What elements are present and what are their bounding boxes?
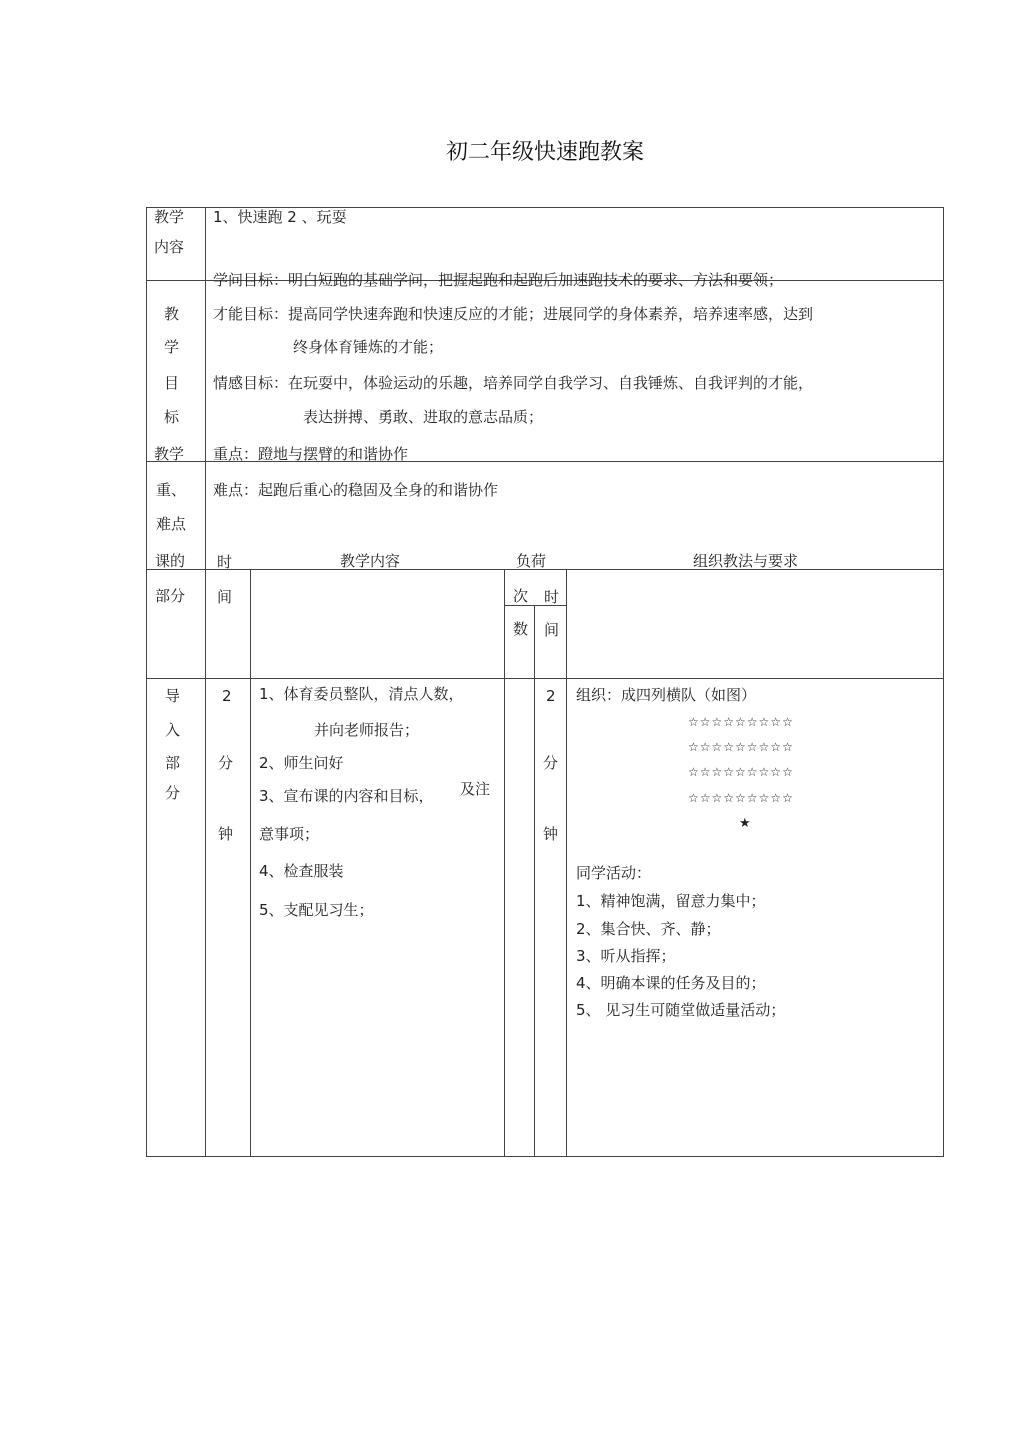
activity-item: 2、集合快、齐、静；	[576, 920, 721, 938]
intro-time-char: 分	[218, 754, 234, 772]
intro-content-1: 1、体育委员整队，清点人数，	[259, 685, 464, 703]
intro-part-char: 部	[165, 754, 181, 772]
goal-knowledge: 学问目标：明白短跑的基础学问，把握起跑和起跑后加速跑技术的要求、方法和要领；	[213, 271, 784, 289]
goal-ability-line2: 终身体育锤炼的才能；	[293, 338, 444, 356]
goal-emotion-line1: 情感目标：在玩耍中，体验运动的乐趣，培养同学自我学习、自我锤炼、自我评判的才能，	[213, 374, 814, 392]
intro-time-char: 2	[222, 687, 232, 705]
intro-load-time-char: 2	[546, 687, 556, 705]
intro-content-5: 5、支配见习生；	[259, 901, 374, 919]
intro-load-time-char: 钟	[543, 825, 559, 843]
key-label-line3: 难点	[156, 515, 187, 533]
header-part-line2: 部分	[155, 587, 186, 605]
activity-item: 4、明确本课的任务及目的；	[576, 974, 766, 992]
header-time-line2: 间	[217, 588, 233, 606]
intro-content-1b: 并向老师报告；	[314, 721, 420, 739]
header-part-line1: 课的	[155, 552, 186, 570]
intro-part-char: 入	[165, 721, 181, 739]
goals-label-char: 标	[164, 408, 180, 426]
intro-load-time-char: 分	[543, 754, 559, 772]
header-count-line2: 数	[513, 620, 529, 638]
goals-label-char: 教	[164, 305, 180, 323]
intro-content-2: 2、师生问好	[259, 754, 344, 772]
intro-part-char: 导	[165, 687, 181, 705]
content-label-line1: 教学	[154, 208, 185, 226]
activity-item: 3、听从指挥；	[576, 947, 676, 965]
intro-part-char: 分	[165, 784, 181, 802]
header-load-time-line2: 间	[544, 621, 560, 639]
header-load: 负荷	[516, 552, 547, 570]
header-time-line1: 时	[217, 553, 233, 571]
difficulty-point: 难点：起跑后重心的稳固及全身的和谐协作	[213, 481, 499, 499]
intro-content-4: 4、检查服装	[259, 862, 344, 880]
content-label-line2: 内容	[154, 238, 185, 256]
activity-item: 1、精神饱满，留意力集中；	[576, 892, 766, 910]
content-text: 1、快速跑 2 、玩耍	[213, 208, 347, 226]
formation-row: ☆☆☆☆☆☆☆☆☆	[688, 791, 794, 805]
activity-item: 5、 见习生可随堂做适量活动；	[576, 1001, 786, 1019]
intro-content-3b: 及注	[460, 780, 491, 798]
intro-organization: 组织：成四列横队（如图）	[576, 686, 757, 704]
goal-emotion-line2: 表达拼搏、勇敢、进取的意志品质；	[303, 408, 544, 426]
goals-label-char: 目	[164, 374, 180, 392]
intro-content-3c: 意事项；	[259, 825, 320, 843]
header-method: 组织教法与要求	[693, 552, 799, 570]
goal-ability-line1: 才能目标：提高同学快速奔跑和快速反应的才能；进展同学的身体素养，培养速率感，达到	[213, 305, 814, 323]
activity-title: 同学活动：	[576, 864, 652, 882]
formation-row: ☆☆☆☆☆☆☆☆☆	[688, 740, 794, 754]
key-point: 重点：蹬地与摆臂的和谐协作	[213, 445, 409, 463]
goals-label-char: 学	[164, 338, 180, 356]
header-content: 教学内容	[340, 552, 401, 570]
formation-row: ☆☆☆☆☆☆☆☆☆	[688, 765, 794, 779]
header-load-time-line1: 时	[544, 588, 560, 606]
formation-row: ☆☆☆☆☆☆☆☆☆	[688, 715, 794, 729]
teacher-star-icon: ★	[739, 816, 751, 831]
intro-time-char: 钟	[218, 825, 234, 843]
key-label-line2: 重、	[156, 481, 187, 499]
header-count-line1: 次	[513, 587, 529, 605]
intro-content-3: 3、宣布课的内容和目标，	[259, 787, 434, 805]
key-label-line1: 教学	[154, 445, 185, 463]
page-title: 初二年级快速跑教案	[445, 140, 644, 165]
